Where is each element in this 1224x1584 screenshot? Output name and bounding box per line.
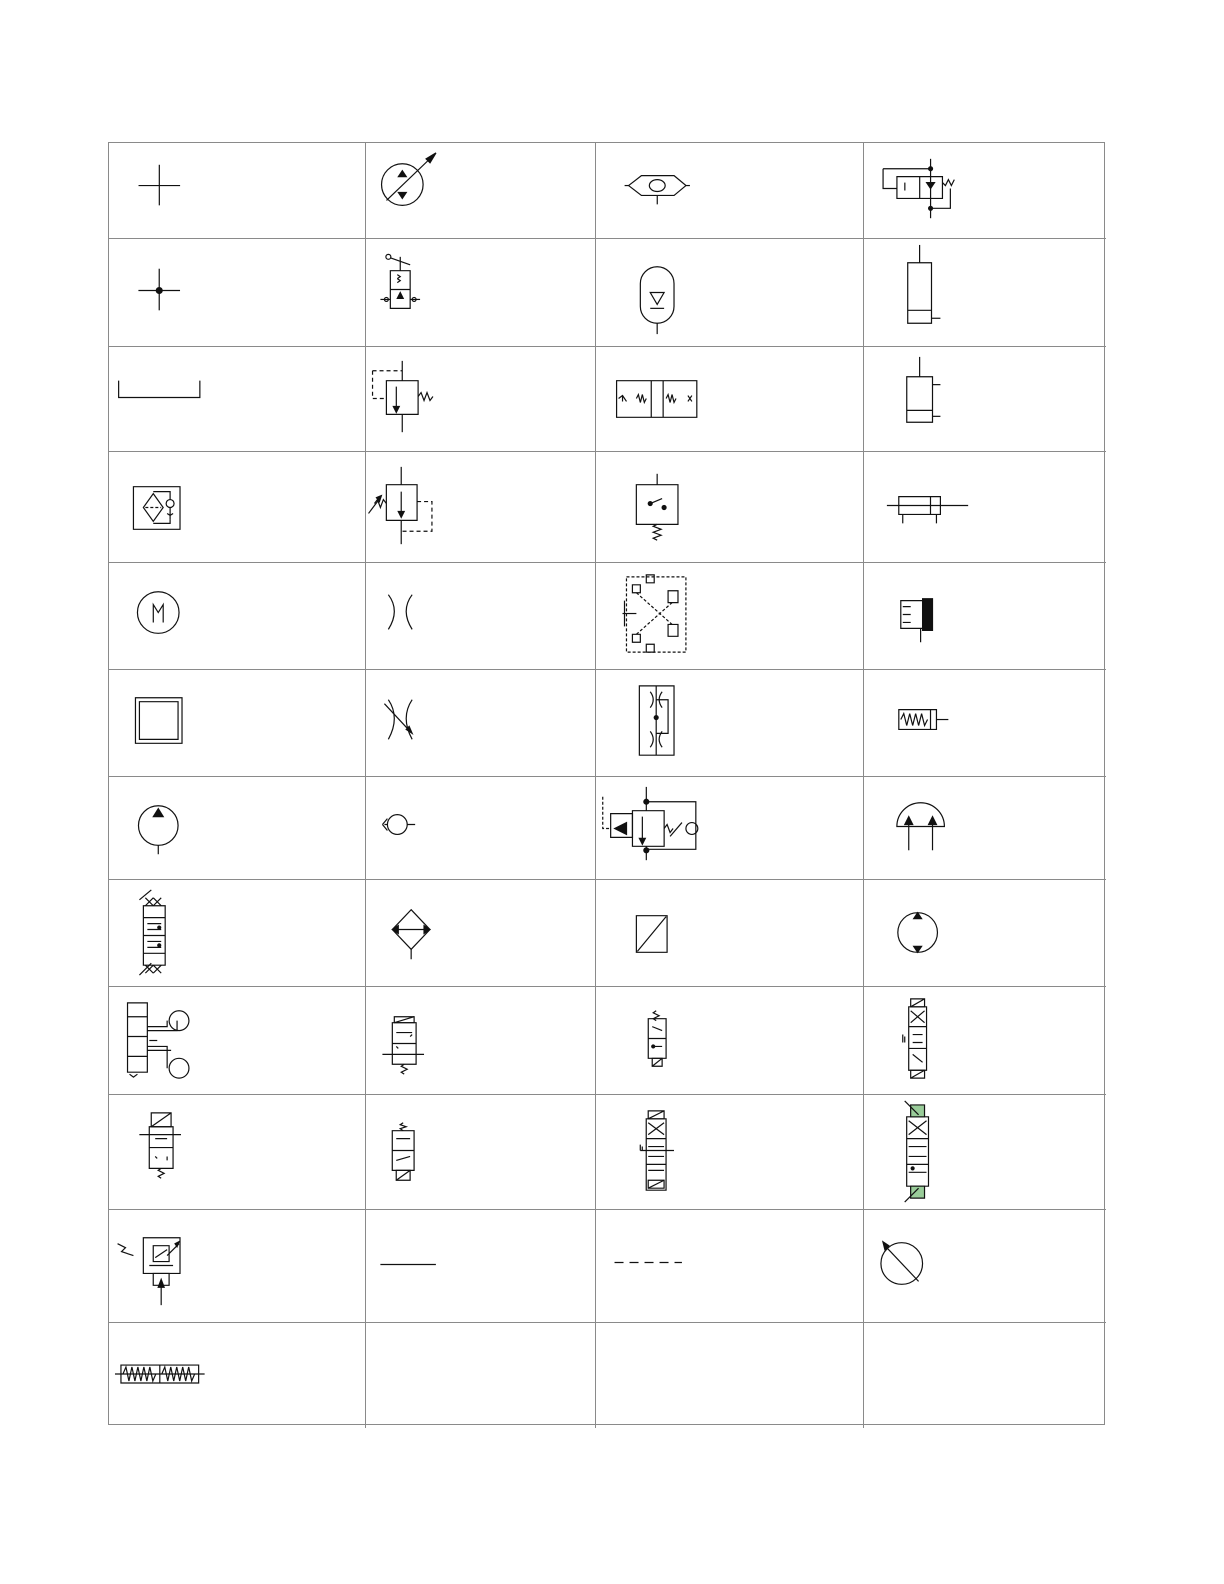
double-rod-cylinder-icon [864, 452, 1106, 563]
filter-icon [366, 880, 596, 987]
solenoid-valve-icon [109, 1095, 366, 1210]
lubricator-icon [596, 143, 864, 239]
working-line-icon [366, 1210, 596, 1323]
hydraulic-symbol-table [108, 142, 1105, 1425]
fixed-pump-icon [109, 777, 366, 880]
pressure-switch-icon [596, 452, 864, 563]
bridge-check-circuit-icon [596, 563, 864, 670]
fixed-orifice-icon [366, 563, 596, 670]
adjustable-pressure-valve-icon [366, 452, 596, 563]
spring-centered-cylinder-icon [596, 347, 864, 452]
three-position-valve-icon [864, 987, 1106, 1095]
dual-spring-element-icon [109, 1323, 366, 1428]
variable-pump-motor-icon [366, 143, 596, 239]
single-acting-cylinder-icon [864, 239, 1106, 347]
line-crossing-icon [109, 143, 366, 239]
spring-return-valve-icon [366, 1095, 596, 1210]
pressure-relief-valve-icon [366, 347, 596, 452]
solenoid-three-position-valve-icon [596, 1095, 864, 1210]
reservoir-icon [109, 347, 366, 452]
check-valve-icon [366, 777, 596, 880]
line-junction-icon [109, 239, 366, 347]
diaphragm-cylinder-icon [864, 563, 1106, 670]
spring-offset-valve-icon [596, 987, 864, 1095]
pump-motor-circuit-icon [109, 987, 366, 1095]
proportional-valve-icon [109, 880, 366, 987]
variable-displacement-pump-icon [864, 1210, 1106, 1323]
flow-control-pair-icon [596, 670, 864, 777]
empty-cell [366, 1323, 596, 1428]
accumulator-icon [596, 239, 864, 347]
double-acting-cylinder-icon [864, 347, 1106, 452]
proportional-directional-valve-icon [864, 1095, 1106, 1210]
square-element-icon [109, 670, 366, 777]
empty-cell [864, 1323, 1106, 1428]
manual-lever-valve-icon [366, 239, 596, 347]
empty-cell [596, 1323, 864, 1428]
spring-return-cylinder-icon [864, 670, 1106, 777]
filter-with-check-icon [109, 452, 366, 563]
pilot-relief-valve-icon [596, 777, 864, 880]
pilot-line-icon [596, 1210, 864, 1323]
bidirectional-motor-icon [864, 880, 1106, 987]
variable-orifice-icon [366, 670, 596, 777]
two-position-valve-icon [366, 987, 596, 1095]
servo-pressure-valve-icon [109, 1210, 366, 1323]
transducer-icon [596, 880, 864, 987]
rotary-actuator-icon [864, 777, 1106, 880]
check-valve-manifold-icon [864, 143, 1106, 239]
electric-motor-icon [109, 563, 366, 670]
